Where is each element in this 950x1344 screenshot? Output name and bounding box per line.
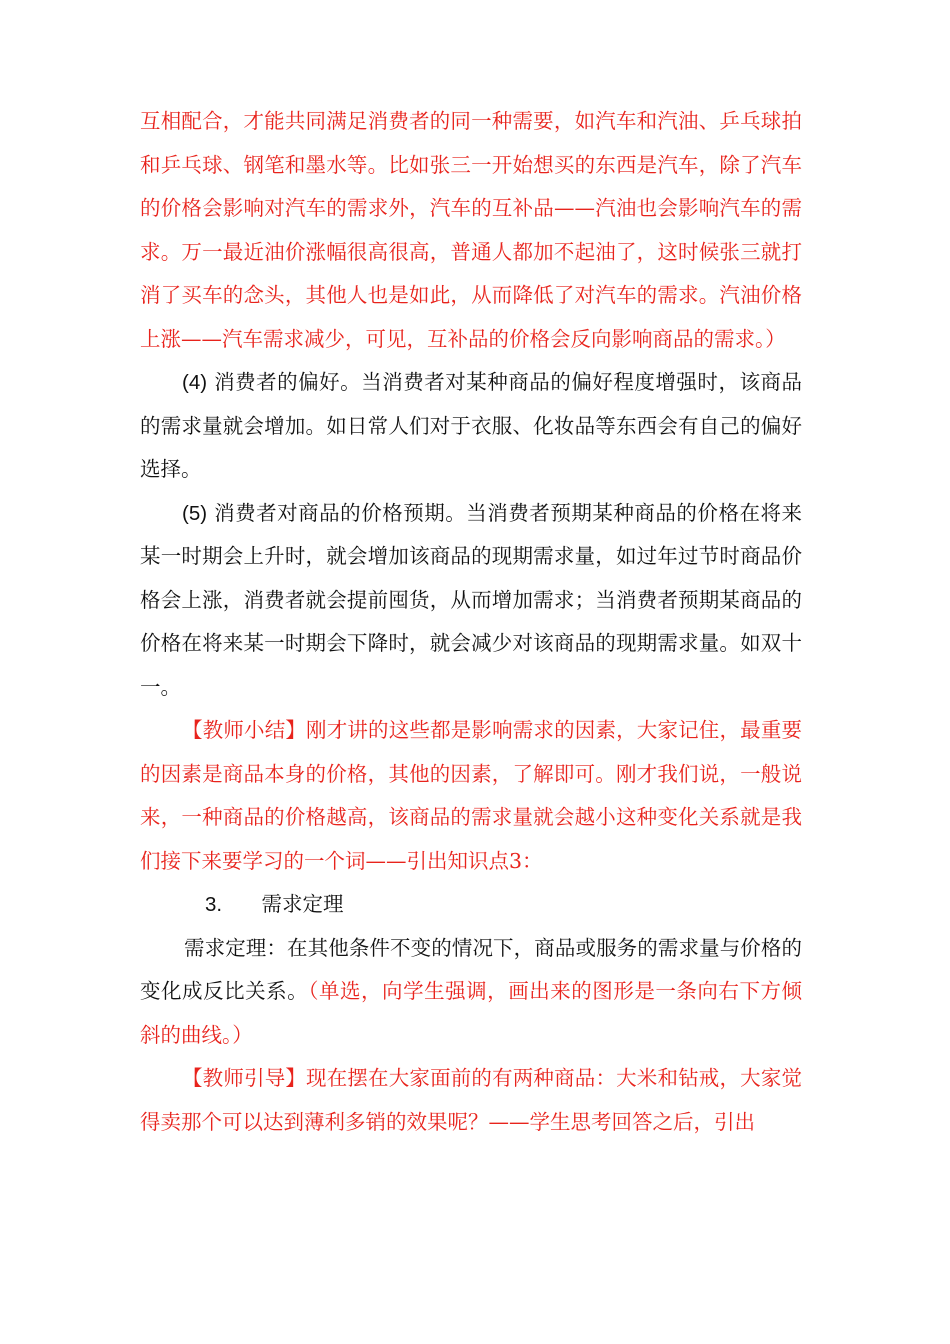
section-heading	[140, 883, 802, 927]
teacher-note: （单选，向学生强调，画出来的图形是一条向右下方倾斜的曲线。）	[140, 979, 803, 1047]
item-number: (5)	[182, 501, 208, 525]
paragraph-complementary-goods: 互相配合，才能共同满足消费者的同一种需要，如汽车和汽油、乒乓球拍和乒乓球、钢笔和墨水等。比如张三一开始想买的东西是汽车，除了汽车的价格会影响对汽车的需求外，汽车的互补品——汽油也会影响汽车的需求。万一最近油价涨幅很高很高，普通人都加不起油了，这时候张三就打消了买车的念头，其他人也是如此，从而降低了对汽车的需求。汽油价格上涨——汽车需求减少，可见，互补品的价格会反向影响商品的需求。）	[140, 109, 802, 351]
section-title: 需求定理	[261, 892, 344, 916]
item-number: (4)	[182, 371, 208, 394]
paragraph-text: 消费者对商品的价格预期。当消费者预期某种商品的价格在将来某一时期会上升时，就会增加该商品的现期需求量，如过年过节时商品价格会上涨，消费者就会提前囤货，从而增加需求；当消费者预期某商品的价格在将来某一时期会下降时，就会减少对该商品的现期需求量。如双十一。	[140, 500, 802, 699]
paragraph-price-expectation	[140, 492, 802, 710]
paragraph-demand-law	[140, 927, 802, 1058]
paragraph-teacher-guidance: 【教师引导】现在摆在大家面前的有两种商品：大米和钻戒，大家觉得卖那个可以达到薄利多销的效果呢？——学生思考回答之后，引出	[140, 1066, 802, 1134]
paragraph-text: 消费者的偏好。当消费者对某种商品的偏好程度增强时，该商品的需求量就会增加。如日常人们对于衣服、化妆品等东西会有自己的偏好选择。	[140, 370, 802, 481]
definition-text: 需求定理：在其他条件不变的情况下，商品或服务的需求量与价格的变化成反比关系。	[140, 935, 802, 1003]
paragraph-consumer-preference	[140, 361, 802, 492]
paragraph-teacher-summary: 【教师小结】刚才讲的这些都是影响需求的因素，大家记住，最重要的因素是商品本身的价格，其他的因素，了解即可。刚才我们说，一般说来，一种商品的价格越高，该商品的需求量就会越小这种变化关系就是我们接下来要学习的一个词——引出知识点3：	[140, 718, 802, 873]
document-body	[140, 100, 802, 1144]
section-number: 3.	[205, 893, 223, 916]
